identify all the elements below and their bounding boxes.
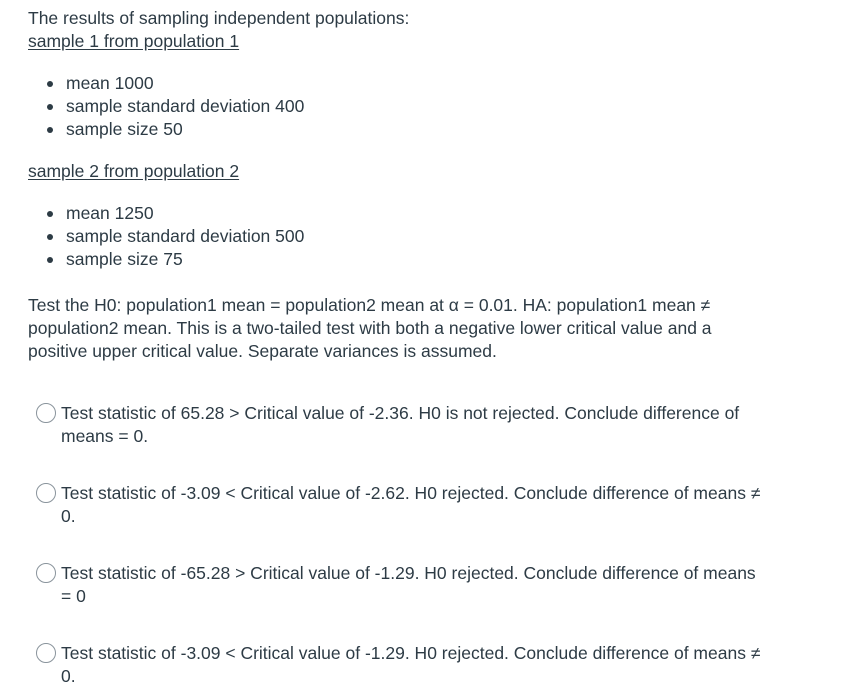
answer-option-3[interactable] xyxy=(36,562,816,608)
answer-text: Test statistic of 65.28 > Critical value of -2.36. H0 is not rejected. Conclude difference of means = 0. xyxy=(61,403,740,446)
list-item: sample standard deviation 500 xyxy=(66,225,828,248)
answer-option-4[interactable] xyxy=(36,642,816,688)
question-body xyxy=(28,7,828,363)
answer-text: Test statistic of -3.09 < Critical value of -2.62. H0 rejected. Conclude difference of means ≠ 0. xyxy=(61,483,761,526)
list-item: sample size 50 xyxy=(66,118,828,141)
radio-button[interactable] xyxy=(36,643,56,663)
radio-button[interactable] xyxy=(36,483,56,503)
radio-button[interactable] xyxy=(36,563,56,583)
list-item: mean 1250 xyxy=(66,202,828,225)
question-text: Test the H0: population1 mean = population2 mean at α = 0.01. HA: population1 mean ≠ population2 mean. This is a two-tailed test with both a negative lower critical value and a positive upper critical value. Separate variances is assumed. xyxy=(28,295,712,361)
list-item: sample standard deviation 400 xyxy=(66,95,828,118)
sample1-list xyxy=(28,72,828,141)
answer-option-1[interactable] xyxy=(36,402,816,448)
list-item: mean 1000 xyxy=(66,72,828,95)
list-item: sample size 75 xyxy=(66,248,828,271)
answer-text: Test statistic of -3.09 < Critical value of -1.29. H0 rejected. Conclude difference of means ≠ 0. xyxy=(61,643,761,686)
intro-text: The results of sampling independent populations: xyxy=(28,8,410,28)
answer-option-2[interactable] xyxy=(36,482,816,528)
answer-list xyxy=(36,402,816,688)
radio-button[interactable] xyxy=(36,403,56,423)
sample2-list xyxy=(28,202,828,271)
sample1-heading: sample 1 from population 1 xyxy=(28,31,240,51)
answer-text: Test statistic of -65.28 > Critical value of -1.29. H0 rejected. Conclude difference of means = 0 xyxy=(61,563,756,606)
sample2-heading: sample 2 from population 2 xyxy=(28,161,240,181)
